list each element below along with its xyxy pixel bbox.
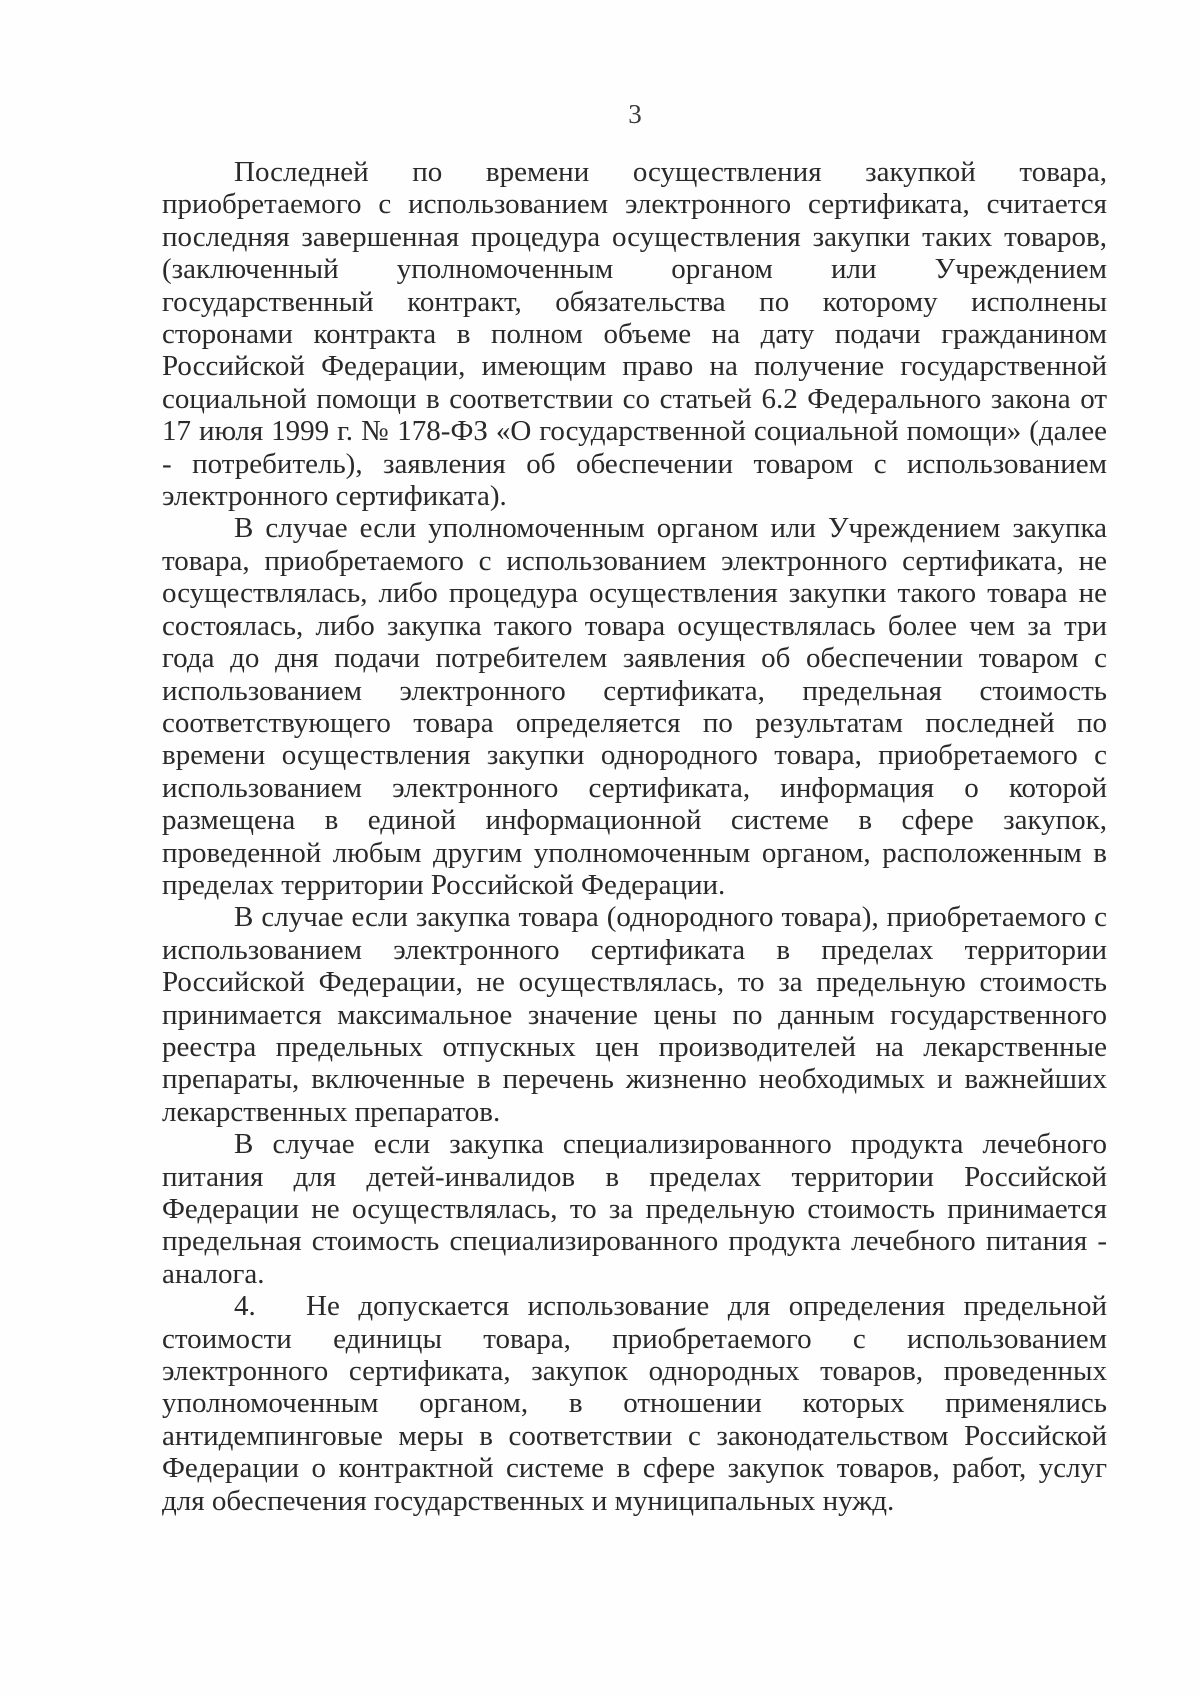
paragraph-last-purchase-definition: Последней по времени осуществления закупкой товара, приобретаемого с использованием электронного сертификата, считается последняя завершенная процедура осуществления закупки таких товаров, (заключенный уполномоченным органом или Учреждением государственный контракт, обязательства по которому исполнены сторонами контракта в полном объеме на дату подачи гражданином Российской Федерации, имеющим право на получение государственной социальной помощи в соответствии со статьей 6.2 Федерального закона от 17 июля 1999 г. № 178-ФЗ «О государственной социальной помощи» (далее - потребитель), заявления об обеспечении товаром с использованием электронного сертификата). <box>162 156 1107 513</box>
paragraph-no-purchase-in-russia: В случае если закупка товара (однородного товара), приобретаемого с использованием электронного сертификата в пределах территории Российской Федерации, не осуществлялась, то за предельную стоимость принимается максимальное значение цены по данным государственного реестра предельных отпускных цен производителей на лекарственные препараты, включенные в перечень жизненно необходимых и важнейших лекарственных препаратов. <box>162 901 1107 1128</box>
paragraph-medical-nutrition: В случае если закупка специализированного продукта лечебного питания для детей-инвалидов в пределах территории Российской Федерации не осуществлялась, то за предельную стоимость принимается предельная стоимость специализированного продукта лечебного питания - аналога. <box>162 1128 1107 1290</box>
paragraph-no-purchase-by-authority: В случае если уполномоченным органом или Учреждением закупка товара, приобретаемого с использованием электронного сертификата, не осуществлялась, либо процедура осуществления закупки такого товара не состоялась, либо закупка такого товара осуществлялась более чем за три года до дня подачи потребителем заявления об обеспечении товаром с использованием электронного сертификата, предельная стоимость соответствующего товара определяется по результатам последней по времени осуществления закупки однородного товара, приобретаемого с использованием электронного сертификата, информация о которой размещена в единой информационной системе в сфере закупок, проведенной любым другим уполномоченным органом, расположенным в пределах территории Российской Федерации. <box>162 512 1107 901</box>
item-4 <box>162 1290 1107 1517</box>
page-number: 3 <box>628 99 642 129</box>
item-4-text: Не допускается использование для определения предельной стоимости единицы товара, приобретаемого с использованием электронного сертификата, закупок однородных товаров, проведенных уполномоченным органом, в отношении которых применялись антидемпинговые меры в соответствии с законодательством Российской Федерации о контрактной системе в сфере закупок товаров, работ, услуг для обеспечения государственных и муниципальных нужд. <box>162 1290 1107 1517</box>
document-body <box>162 156 1107 1517</box>
item-4-number: 4. <box>234 1290 256 1323</box>
